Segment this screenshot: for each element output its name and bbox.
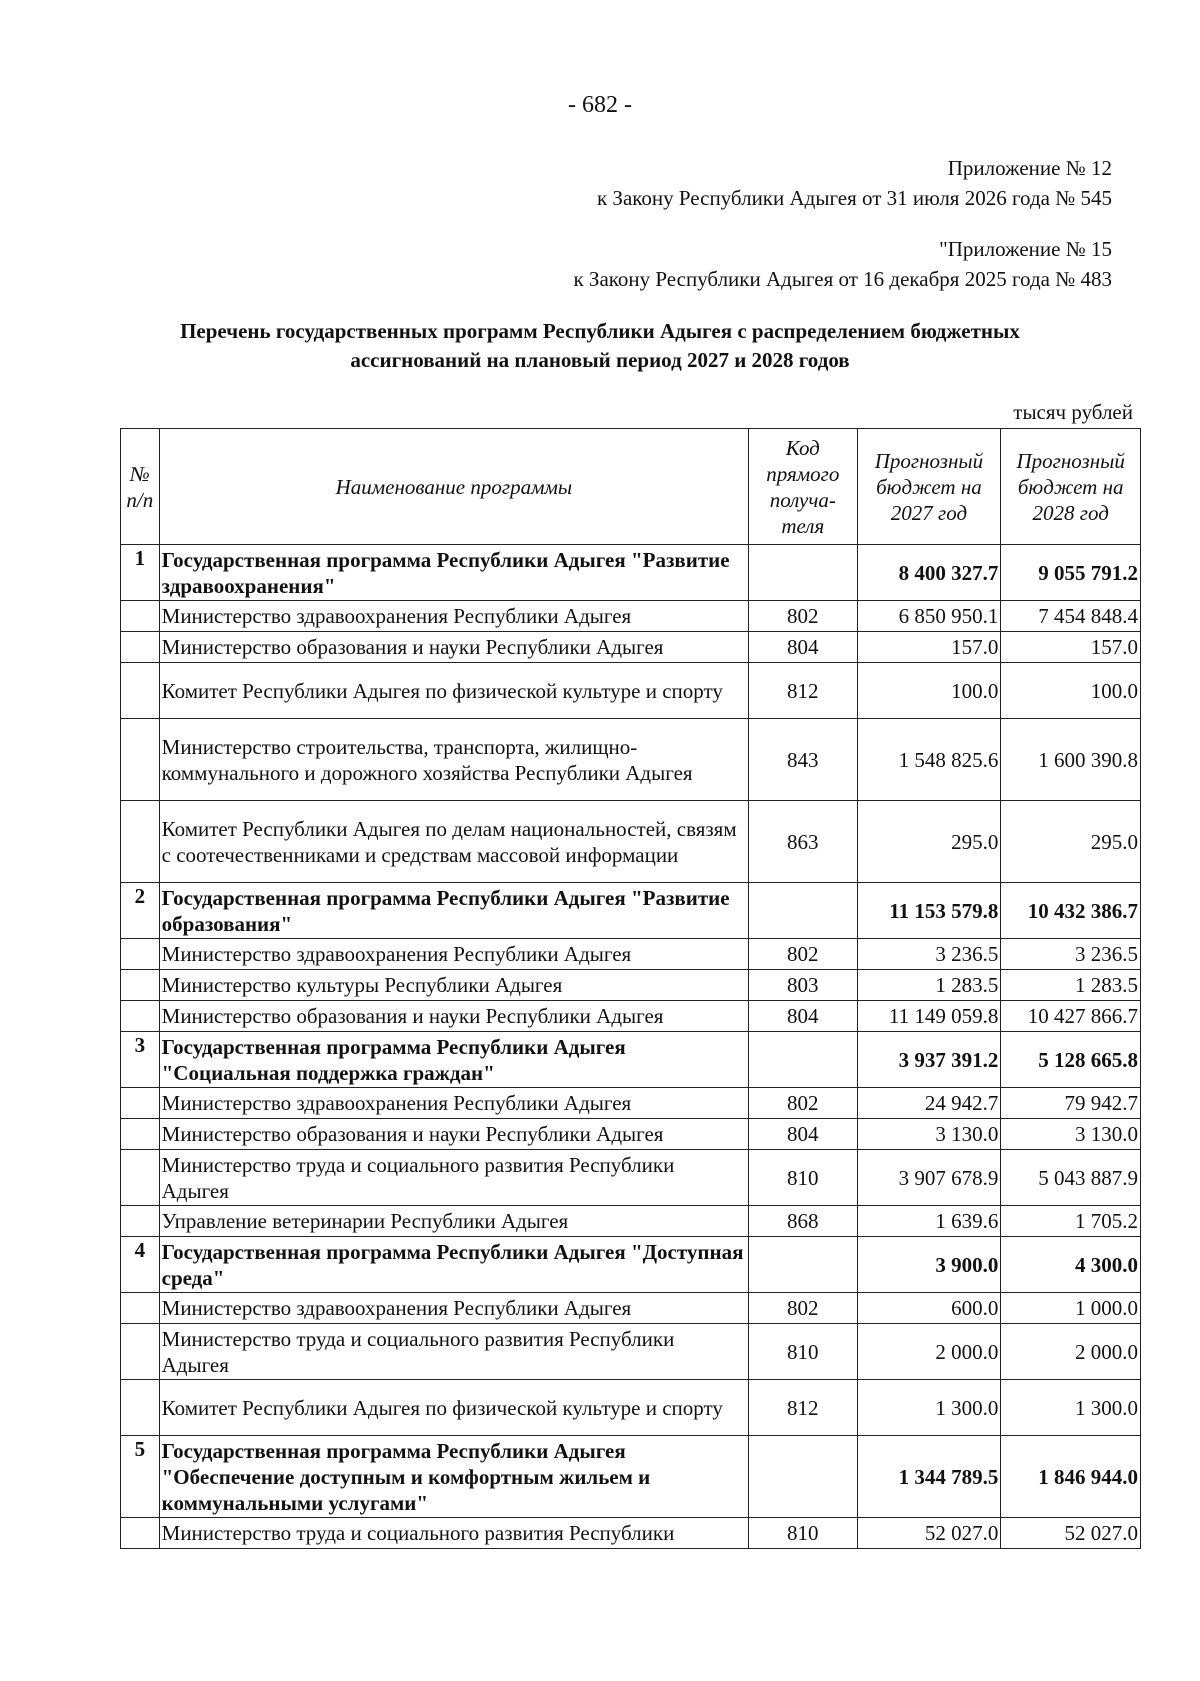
page-number: - 682 - [568,92,632,118]
program-row [121,883,1141,939]
row-number: 4 [121,1237,160,1293]
table-body [121,545,1141,1549]
appendix-line: к Закону Республики Адыгея от 31 июля 2026 года № 545 [596,186,1112,210]
appendix-line: к Закону Республики Адыгея от 16 декабря 2025 года № 483 [573,267,1112,291]
recipient-code: 810 [749,1518,857,1549]
program-name: Государственная программа Республики Адыгея "Обеспечение доступным и комфортным жильем и коммунальными услугами" [159,1436,748,1518]
row-number [121,1206,160,1237]
recipient-row [121,939,1141,970]
budget-2027: 1 283.5 [857,970,1001,1001]
recipient-name: Управление ветеринарии Республики Адыгея [159,1206,748,1237]
row-number [121,1150,160,1206]
recipient-name: Министерство здравоохранения Республики Адыгея [159,1088,748,1119]
budget-2027: 3 236.5 [857,939,1001,970]
row-number [121,663,160,719]
recipient-code: 804 [749,1001,857,1032]
recipient-row [121,1518,1141,1549]
document-title-line: ассигнований на плановый период 2027 и 2028 годов [350,348,850,372]
recipient-name: Комитет Республики Адыгея по делам национальностей, связям с соотечественниками и средствам массовой информации [159,801,748,883]
recipient-code: 843 [749,719,857,801]
recipient-code: 804 [749,1119,857,1150]
row-number [121,1001,160,1032]
appendix-line: "Приложение № 15 [939,237,1112,261]
recipient-code: 802 [749,1088,857,1119]
document-title-line: Перечень государственных программ Республики Адыгея с распределением бюджетных [180,319,1020,343]
budget-2027: 3 937 391.2 [857,1032,1001,1088]
recipient-row [121,719,1141,801]
recipient-code: 863 [749,801,857,883]
budget-2027: 3 900.0 [857,1237,1001,1293]
recipient-code [749,883,857,939]
recipient-row [121,1293,1141,1324]
recipient-name: Министерство труда и социального развития Республики [159,1518,748,1549]
header-2028: Прогнозный бюджет на 2028 год [1001,429,1141,545]
recipient-name: Министерство строительства, транспорта, жилищно-коммунального и дорожного хозяйства Республики Адыгея [159,719,748,801]
budget-2027: 157.0 [857,632,1001,663]
row-number [121,632,160,663]
budget-2028: 3 236.5 [1001,939,1141,970]
recipient-name: Министерство образования и науки Республики Адыгея [159,632,748,663]
budget-2028: 1 000.0 [1001,1293,1141,1324]
budget-2028: 9 055 791.2 [1001,545,1141,601]
recipient-code: 802 [749,1293,857,1324]
appendix-reference [597,153,1112,213]
recipient-row [121,1150,1141,1206]
recipient-code: 812 [749,663,857,719]
program-name: Государственная программа Республики Адыгея "Развитие образования" [159,883,748,939]
budget-2028: 10 432 386.7 [1001,883,1141,939]
units-label: тысяч рублей [1013,400,1133,424]
budget-2027: 600.0 [857,1293,1001,1324]
row-number: 5 [121,1436,160,1518]
recipient-code: 802 [749,939,857,970]
header-num: № п/п [121,429,160,545]
budget-2028: 157.0 [1001,632,1141,663]
budget-2028: 10 427 866.7 [1001,1001,1141,1032]
budget-2028: 4 300.0 [1001,1237,1141,1293]
header-2027: Прогнозный бюджет на 2027 год [857,429,1001,545]
appendix-line: Приложение № 12 [947,156,1112,180]
recipient-name: Министерство здравоохранения Республики Адыгея [159,1293,748,1324]
program-row [121,1237,1141,1293]
budget-2027: 295.0 [857,801,1001,883]
recipient-code: 804 [749,632,857,663]
program-row [121,1436,1141,1518]
recipient-code: 868 [749,1206,857,1237]
recipient-row [121,970,1141,1001]
header-code: Код прямого получа-теля [749,429,857,545]
recipient-name: Министерство здравоохранения Республики Адыгея [159,939,748,970]
row-number [121,1293,160,1324]
budget-2028: 1 300.0 [1001,1380,1141,1436]
budget-2027: 11 149 059.8 [857,1001,1001,1032]
budget-2027: 2 000.0 [857,1324,1001,1380]
recipient-code: 812 [749,1380,857,1436]
budget-2028: 5 128 665.8 [1001,1032,1141,1088]
budget-2028: 79 942.7 [1001,1088,1141,1119]
budget-table [120,428,1141,1549]
recipient-code [749,545,857,601]
recipient-name: Министерство труда и социального развития Республики Адыгея [159,1324,748,1380]
recipient-row [121,1324,1141,1380]
budget-2027: 11 153 579.8 [857,883,1001,939]
recipient-row [121,1119,1141,1150]
recipient-row [121,1380,1141,1436]
recipient-name: Министерство образования и науки Республики Адыгея [159,1001,748,1032]
document-title [120,317,1080,375]
recipient-name: Комитет Республики Адыгея по физической культуре и спорту [159,1380,748,1436]
budget-2028: 52 027.0 [1001,1518,1141,1549]
recipient-code [749,1237,857,1293]
budget-2028: 1 705.2 [1001,1206,1141,1237]
recipient-row [121,1206,1141,1237]
recipient-name: Министерство труда и социального развития Республики Адыгея [159,1150,748,1206]
recipient-code: 802 [749,601,857,632]
budget-2027: 6 850 950.1 [857,601,1001,632]
budget-2027: 3 130.0 [857,1119,1001,1150]
row-number [121,1380,160,1436]
recipient-row [121,601,1141,632]
recipient-name: Министерство культуры Республики Адыгея [159,970,748,1001]
budget-2028: 3 130.0 [1001,1119,1141,1150]
program-name: Государственная программа Республики Адыгея "Доступная среда" [159,1237,748,1293]
recipient-row [121,1088,1141,1119]
budget-2028: 1 600 390.8 [1001,719,1141,801]
recipient-row [121,663,1141,719]
recipient-code: 810 [749,1150,857,1206]
appendix-reference-previous [573,234,1112,294]
header-name: Наименование программы [159,429,748,545]
row-number [121,601,160,632]
row-number [121,1119,160,1150]
budget-2027: 100.0 [857,663,1001,719]
recipient-code [749,1032,857,1088]
recipient-code [749,1436,857,1518]
program-row [121,1032,1141,1088]
table-header-row [121,429,1141,545]
row-number: 1 [121,545,160,601]
program-row [121,545,1141,601]
program-name: Государственная программа Республики Адыгея "Социальная поддержка граждан" [159,1032,748,1088]
budget-2027: 8 400 327.7 [857,545,1001,601]
recipient-name: Министерство здравоохранения Республики Адыгея [159,601,748,632]
recipient-row [121,632,1141,663]
recipient-name: Комитет Республики Адыгея по физической культуре и спорту [159,663,748,719]
row-number [121,1518,160,1549]
budget-2028: 100.0 [1001,663,1141,719]
row-number [121,970,160,1001]
budget-2028: 1 846 944.0 [1001,1436,1141,1518]
row-number [121,1088,160,1119]
budget-2027: 1 639.6 [857,1206,1001,1237]
row-number [121,719,160,801]
row-number [121,1324,160,1380]
program-name: Государственная программа Республики Адыгея "Развитие здравоохранения" [159,545,748,601]
row-number: 3 [121,1032,160,1088]
budget-2028: 295.0 [1001,801,1141,883]
budget-2027: 1 548 825.6 [857,719,1001,801]
recipient-code: 803 [749,970,857,1001]
row-number: 2 [121,883,160,939]
budget-2028: 1 283.5 [1001,970,1141,1001]
row-number [121,939,160,970]
recipient-name: Министерство образования и науки Республики Адыгея [159,1119,748,1150]
budget-2027: 1 344 789.5 [857,1436,1001,1518]
budget-2027: 1 300.0 [857,1380,1001,1436]
budget-2028: 2 000.0 [1001,1324,1141,1380]
row-number [121,801,160,883]
budget-2027: 52 027.0 [857,1518,1001,1549]
budget-2028: 5 043 887.9 [1001,1150,1141,1206]
budget-2028: 7 454 848.4 [1001,601,1141,632]
recipient-row [121,1001,1141,1032]
recipient-code: 810 [749,1324,857,1380]
recipient-row [121,801,1141,883]
budget-2027: 24 942.7 [857,1088,1001,1119]
budget-2027: 3 907 678.9 [857,1150,1001,1206]
